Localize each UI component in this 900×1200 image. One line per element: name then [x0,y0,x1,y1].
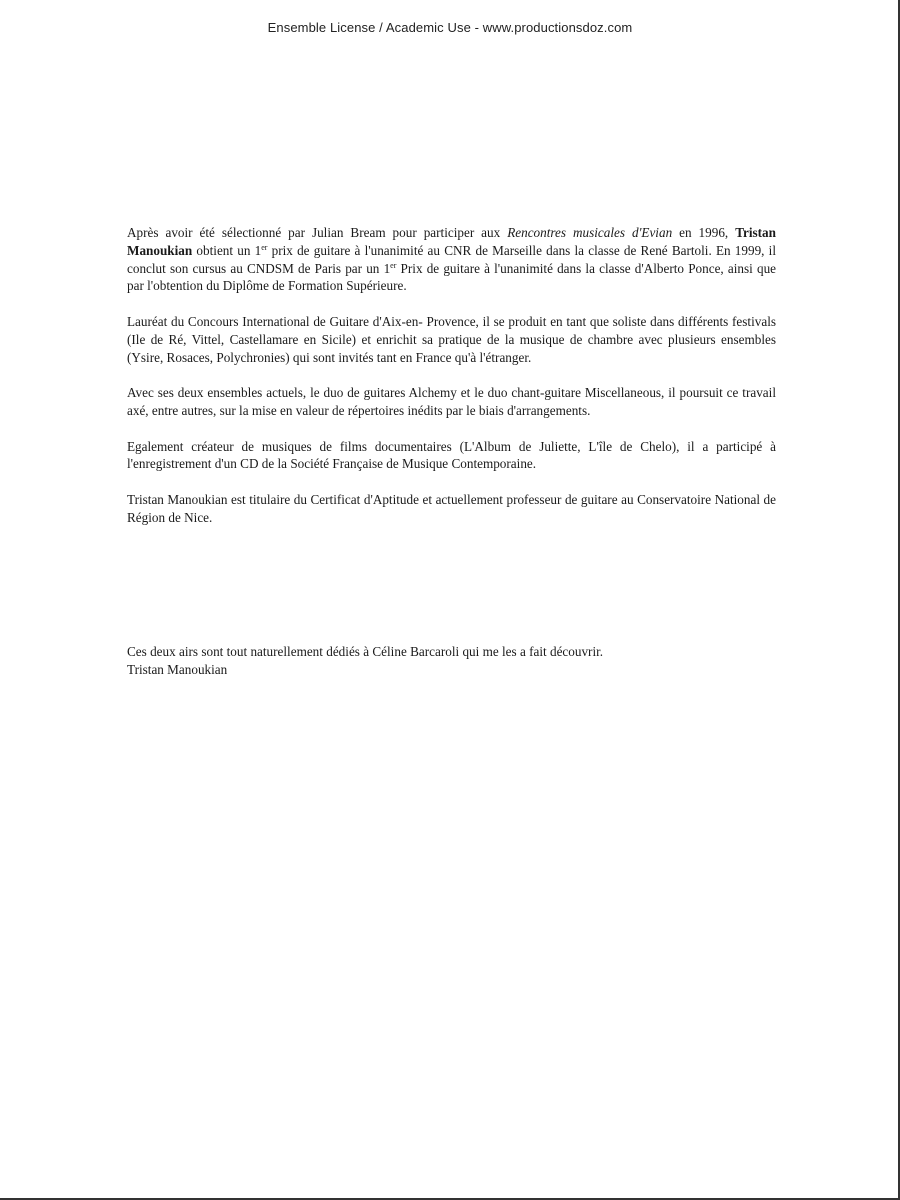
bio-paragraph-2: Lauréat du Concours International de Guitare d'Aix-en- Provence, il se produit en tant que soliste dans différents festivals (Ile de Ré, Vittel, Castellamare en Sicile) et enrichit sa pratique de la musique de chambre avec plusieurs ensembles (Ysire, Rosaces, Polychronies) qui sont invités tant en France qu'à l'étranger. [127,313,776,365]
dedication [127,643,776,679]
bio-p1-text-2: en 1996, [672,225,736,240]
signature: Tristan Manoukian [127,661,228,677]
dedication-line: Ces deux airs sont tout naturellement dédiés à Céline Barcaroli qui me les a fait découvrir. [127,644,604,659]
artist-name: Tristan Manoukian [127,225,776,258]
ordinal-superscript-1: er [261,242,268,252]
bio-p1-text-1: Après avoir été sélectionné par Julian Bream pour participer aux [127,225,508,240]
bio-paragraph-3: Avec ses deux ensembles actuels, le duo de guitares Alchemy et le duo chant-guitare Miscellaneous, il poursuit ce travail axé, entre autres, sur la mise en valeur de répertoires inédits par le biais d'arrangements. [127,385,776,418]
bio-p1-text-4: prix de guitare à l'unanimité au CNR de Marseille dans la classe de René Bartoli. En 1999, il conclut son cursus au CNDSM de Paris par un 1 [127,242,776,276]
bio-paragraph-4: Egalement créateur de musiques de films documentaires (L'Album de Juliette, L'île de Chelo), il a participé à l'enregistrement d'un CD de la Société Française de Musique Contemporaine. [127,438,776,472]
biography [127,224,776,527]
bio-p1-text-3: obtient un 1 [192,242,262,258]
bio-p1-text-5: Prix de guitare à l'unanimité dans la classe d'Alberto Ponce, ainsi que par l'obtention du Diplôme de Formation Supérieure. [127,260,777,294]
bio-paragraph-5: Tristan Manoukian est titulaire du Certificat d'Aptitude et actuellement professeur de guitare au Conservatoire National de Région de Nice. [127,491,776,525]
event-name: Rencontres musicales d'Evian [507,225,673,240]
ordinal-superscript-2: er [390,260,397,270]
bio-paragraph-1 [127,224,776,295]
license-header: Ensemble License / Academic Use - www.productionsdoz.com [267,20,633,35]
